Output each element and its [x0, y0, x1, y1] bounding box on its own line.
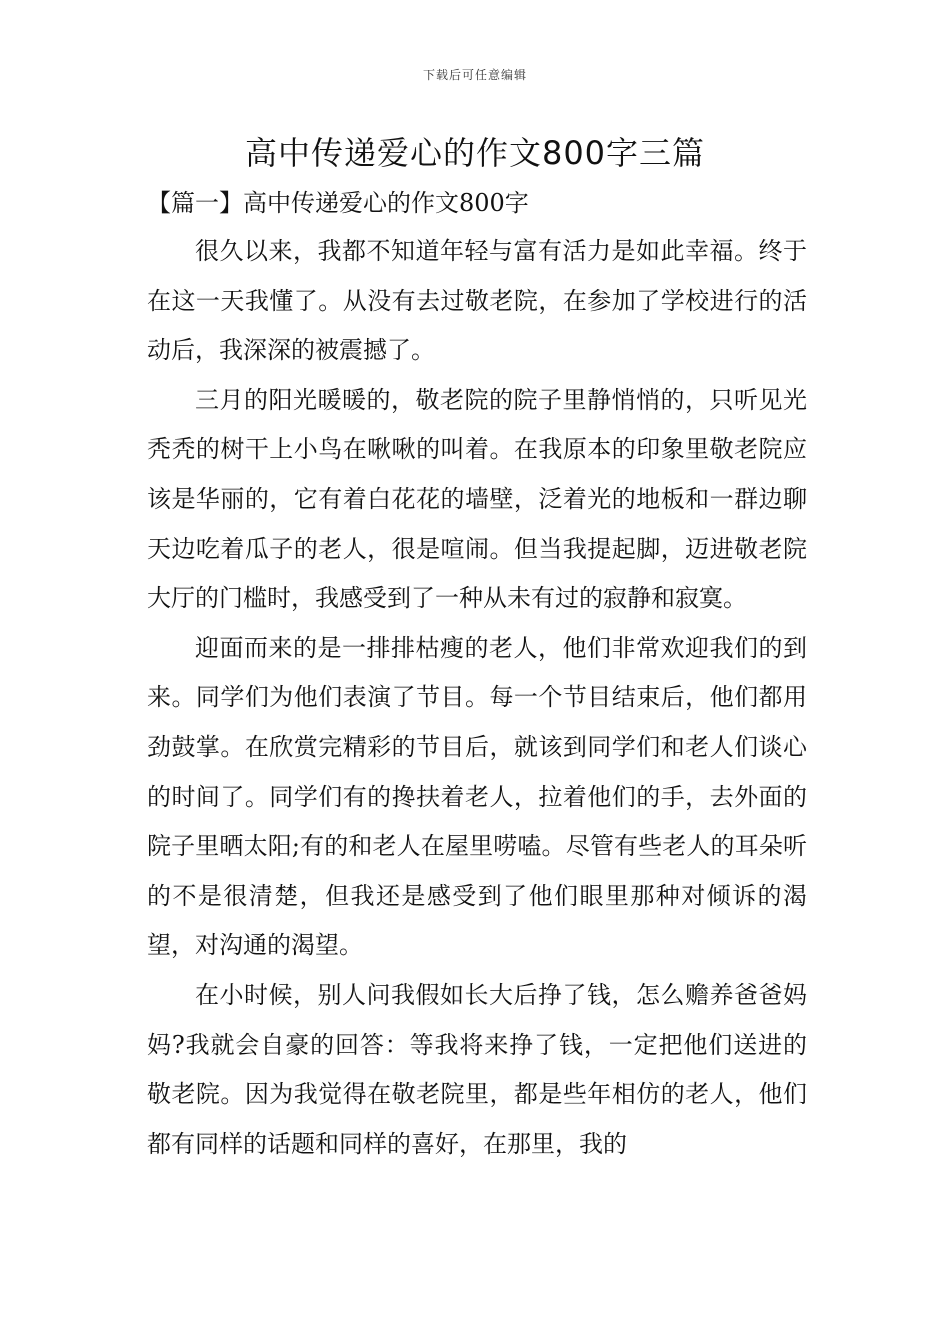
paragraph-3: 迎面而来的是一排排枯瘦的老人，他们非常欢迎我们的到来。同学们为他们表演了节目。每一个节目结束后，他们都用劲鼓掌。在欣赏完精彩的节目后，就该到同学们和老人们谈心的时间了。同学们有的搀扶着老人，拉着他们的手，去外面的院子里晒太阳;有的和老人在屋里唠嗑。尽管有些老人的耳朵听的不是很清楚，但我还是感受到了他们眼里那种对倾诉的渴望，对沟通的渴望。	[147, 633, 807, 960]
paragraph-4: 在小时候，别人问我假如长大后挣了钱，怎么赡养爸爸妈妈?我就会自豪的回答：等我将来挣了钱，一定把他们送进的敬老院。因为我觉得在敬老院里，都是些年相仿的老人，他们都有同样的话题和同样的喜好，在那里，我的	[147, 980, 807, 1158]
paragraph-2: 三月的阳光暖暖的，敬老院的院子里静悄悄的，只听见光秃秃的树干上小鸟在啾啾的叫着。在我原本的印象里敬老院应该是华丽的，它有着白花花的墙壁，泛着光的地板和一群边聊天边吃着瓜子的老人，很是喧闹。但当我提起脚，迈进敬老院大厅的门槛时，我感受到了一种从未有过的寂静和寂寞。	[147, 385, 807, 613]
essay-body	[147, 227, 807, 1169]
header-note: 下载后可任意编辑	[422, 68, 527, 82]
paragraph-1: 很久以来，我都不知道年轻与富有活力是如此幸福。终于在这一天我懂了。从没有去过敬老院，在参加了学校进行的活动后，我深深的被震撼了。	[147, 237, 807, 365]
section-heading: 【篇一】高中传递爱心的作文800字	[147, 189, 529, 217]
document-title: 高中传递爱心的作文800字三篇	[244, 134, 706, 172]
